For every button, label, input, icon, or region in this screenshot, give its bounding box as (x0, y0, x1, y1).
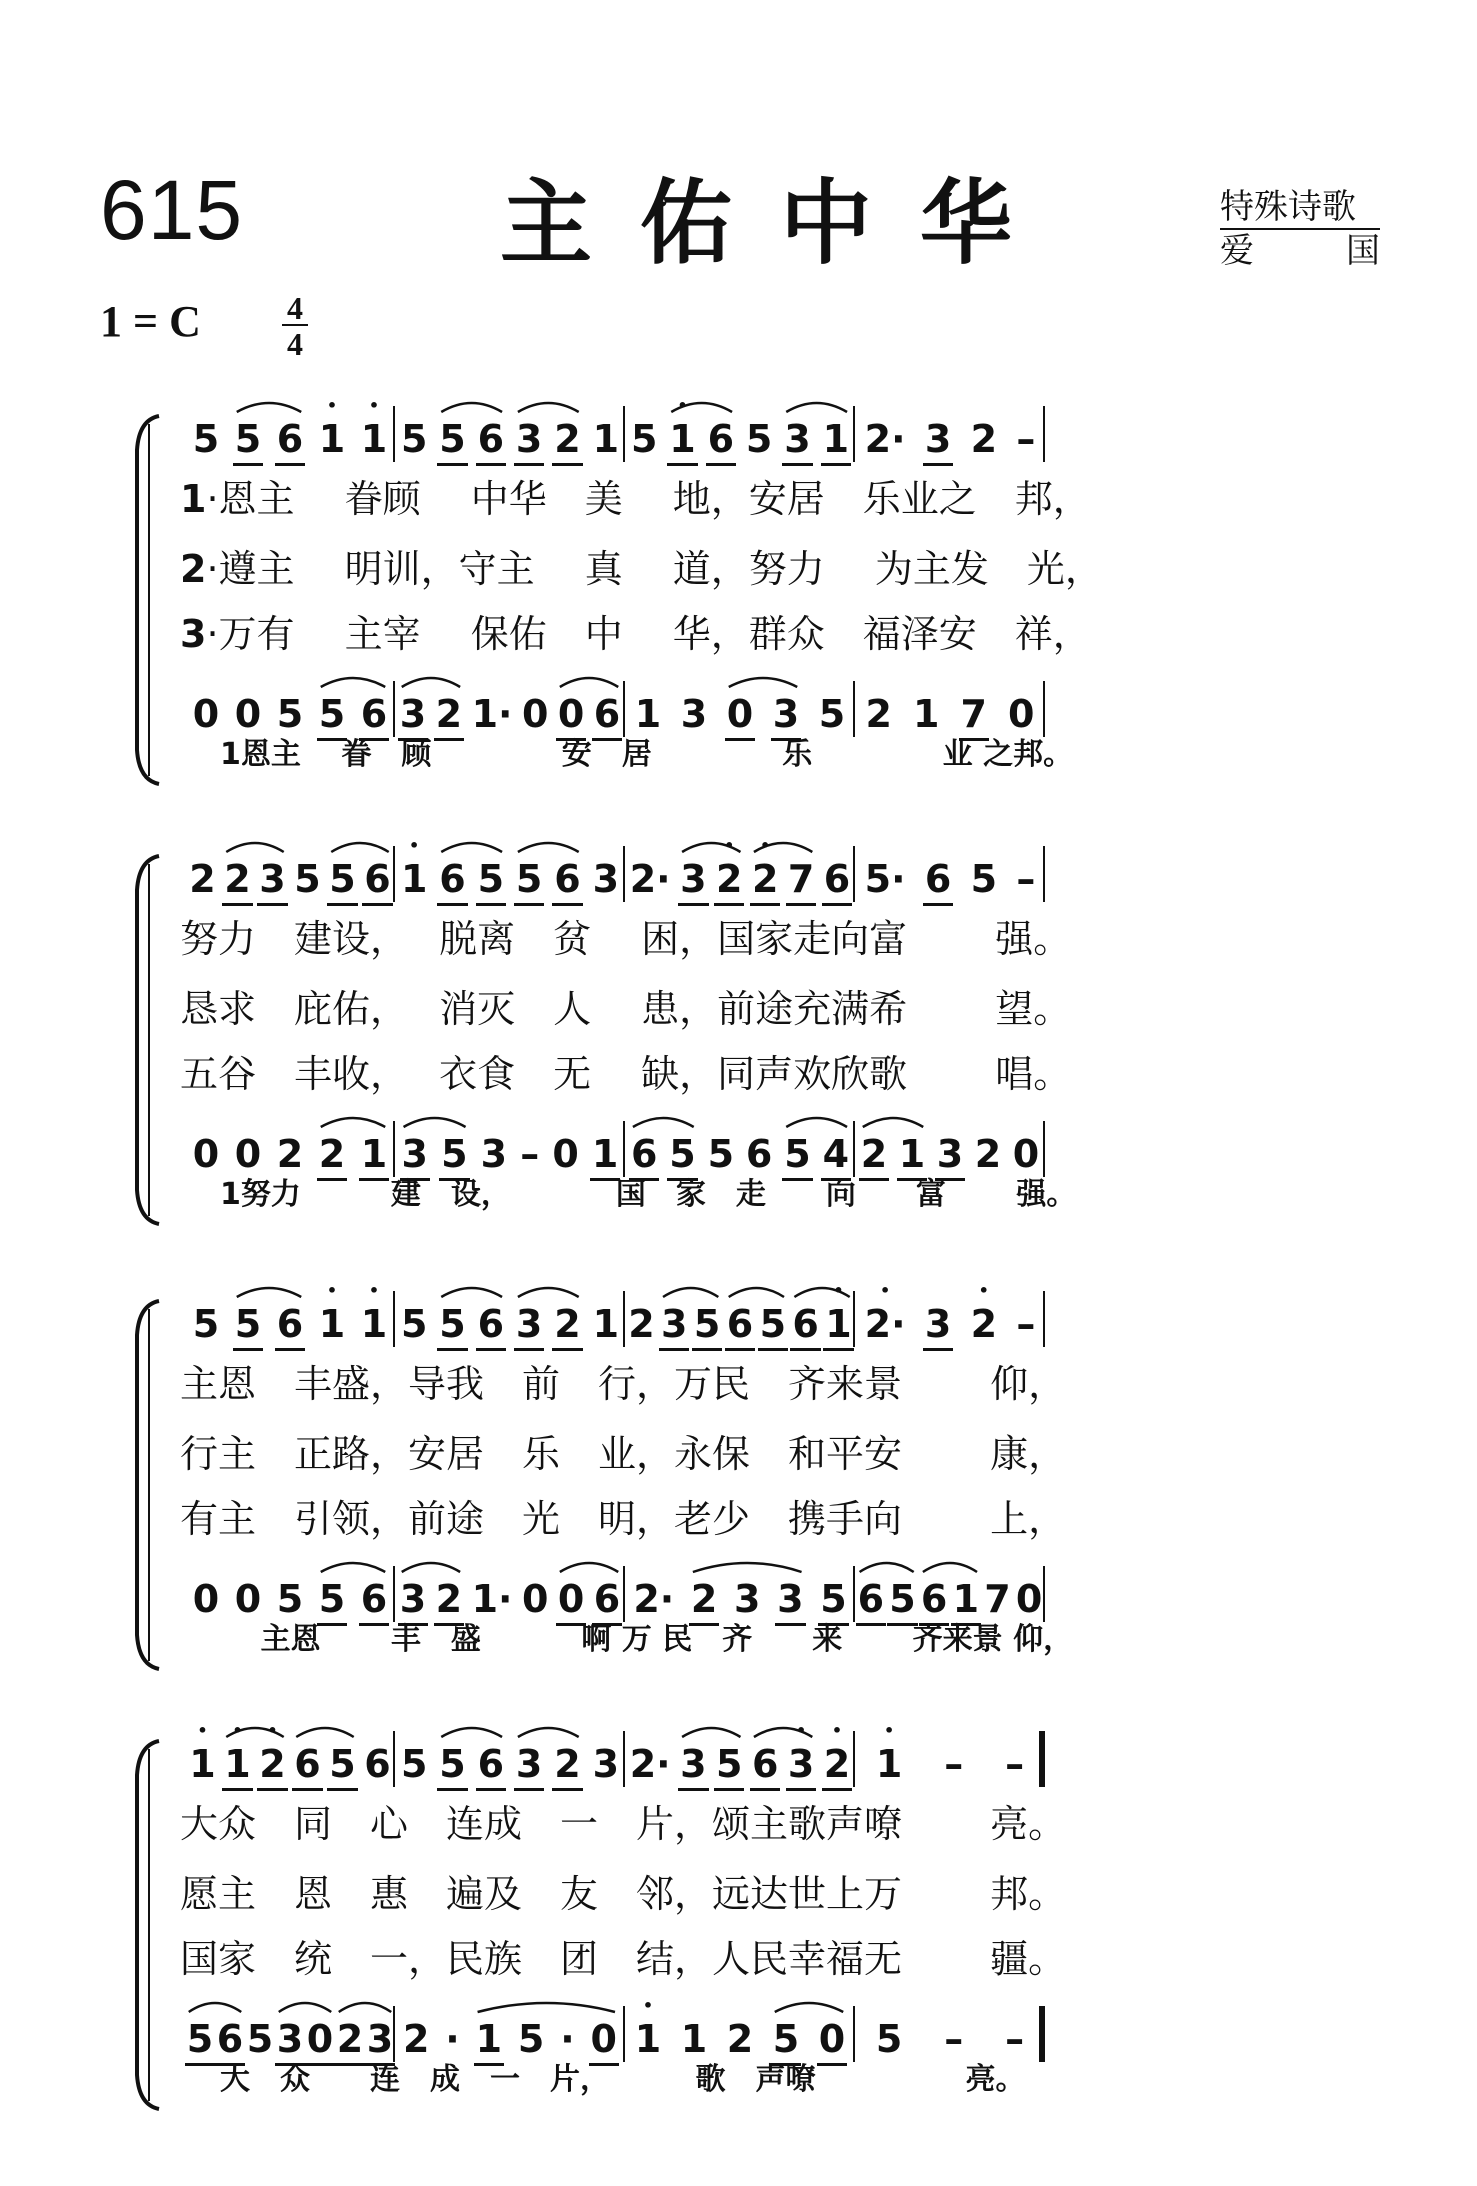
harmony-note: 3 (399, 692, 427, 736)
melody-note: 2 (554, 1302, 581, 1346)
verse-number: 1 (180, 477, 207, 521)
melody-note: 2 (554, 1742, 581, 1786)
harmony-note: 5 (875, 2017, 903, 2061)
melody-row (185, 1295, 1045, 1346)
harmony-note: 5 (246, 2017, 274, 2061)
lyric-text: 努力 建设， 脱离 贫 困，国家走向富 强。 (180, 917, 1072, 961)
melody-note: 3 (680, 1742, 707, 1786)
melody-measure (395, 850, 625, 901)
harmony-note: 5 (818, 692, 846, 736)
melody-note: 5 (192, 417, 220, 461)
harmony-note: 0 (726, 692, 754, 736)
melody-note: – (944, 1742, 964, 1786)
melody-note: 5 (439, 1302, 466, 1346)
harmony-note: 1 (680, 2017, 708, 2061)
melody-measure (395, 1295, 625, 1346)
harmony-note: 5 (669, 1132, 696, 1176)
lyric-line-verse-2 (180, 1432, 1067, 1476)
music-system (125, 1295, 1345, 1675)
time-signature-top: 4 (282, 292, 308, 326)
category-block (1220, 187, 1380, 271)
harmony-note: 2 (865, 692, 892, 736)
harmony-measure (625, 1570, 855, 1621)
melody-note: • 1 (361, 420, 387, 458)
lyric-line-verse-1 (180, 917, 1072, 961)
harmony-note: 0 (552, 1132, 579, 1176)
harmony-measure (185, 1125, 395, 1176)
harmony-row (185, 685, 1045, 736)
melody-note: 5 (515, 857, 543, 901)
melody-note: 5 (294, 857, 321, 901)
melody-note: • 1 (876, 1745, 902, 1783)
melody-note: 1 (592, 1302, 620, 1346)
melody-note: 5 (716, 1742, 743, 1786)
melody-note: • 1 (189, 1745, 215, 1783)
melody-note: 6 (294, 1742, 321, 1786)
melody-note: – (1016, 857, 1036, 901)
harmony-note: 3 (276, 2017, 304, 2061)
melody-note: – (1005, 1742, 1025, 1786)
melody-note: • 1 (319, 420, 345, 458)
harmony-note: · (560, 2017, 575, 2061)
melody-note: 6 (364, 1742, 391, 1786)
harmony-note: 6 (360, 692, 388, 736)
melody-note: 3 (592, 857, 620, 901)
harmony-note: 1 (952, 1577, 980, 1621)
melody-note: 6 (554, 857, 581, 901)
harmony-note: – (520, 1132, 540, 1176)
melody-note: 3 (924, 1302, 952, 1346)
harmony-note: 5 (276, 1577, 304, 1621)
harmony-note: 0 (1015, 1577, 1043, 1621)
harmony-note: – (944, 2017, 964, 2061)
harmony-note: 1 (634, 692, 662, 736)
harmony-note: 5 (441, 1132, 468, 1176)
harmony-note: 0 (1012, 1132, 1040, 1176)
harmony-note: 6 (360, 1577, 388, 1621)
lyric-text: ·遵主 明训，守主 真 道，努力 为主发 光， (206, 547, 1103, 591)
melody-note: 5 (693, 1302, 721, 1346)
lyric-line-verse-3 (180, 1937, 1067, 1981)
melody-measure (855, 1735, 1045, 1786)
melody-note: 1 (592, 417, 620, 461)
melody-note: • 1 (361, 1305, 387, 1343)
key-signature: 1 = C (100, 297, 201, 346)
melody-measure (855, 410, 1045, 461)
harmony-note: 7 (984, 1577, 1011, 1621)
harmony-note: 5 (318, 1577, 346, 1621)
melody-note: • 1 (825, 1305, 851, 1343)
melody-note: 3 (515, 1742, 543, 1786)
melody-note: 5 (400, 1742, 428, 1786)
harmony-note: 1 (360, 1132, 388, 1176)
harmony-note: 3 (680, 692, 708, 736)
harmony-note: 2 (402, 2017, 430, 2061)
melody-note: 1 (822, 417, 850, 461)
harmony-measure (855, 2010, 1045, 2061)
melody-note: • 2· (865, 1305, 906, 1343)
melody-note: 5· (864, 857, 906, 901)
harmony-note: 0 (192, 1577, 220, 1621)
melody-note: 6 (707, 417, 735, 461)
lyric-line-verse-2 (180, 987, 1072, 1031)
melody-measure (855, 1295, 1045, 1346)
harmony-measure (625, 685, 855, 736)
lyric-line-verse-3 (180, 612, 1091, 656)
harmony-note: 0 (234, 1577, 262, 1621)
harmony-measure (395, 685, 625, 736)
melody-note: • 3 (788, 1745, 814, 1783)
melody-note: • 1 (669, 420, 695, 458)
melody-row (185, 1735, 1045, 1786)
harmony-note: 3 (366, 2017, 394, 2061)
harmony-note: 5 (186, 2017, 214, 2061)
lyric-text: 主恩 丰盛，导我 前 行，万民 齐来景 仰， (180, 1362, 1067, 1406)
melody-note: 5 (759, 1302, 787, 1346)
harmony-measure (625, 1125, 855, 1176)
system-brace-icon (125, 1295, 165, 1675)
melody-measure (185, 850, 395, 901)
harmony-note: – (1005, 2017, 1025, 2061)
melody-note: 3 (592, 1742, 620, 1786)
harmony-note: 2 (318, 1132, 346, 1176)
barline (1043, 1121, 1045, 1177)
melody-note: 5 (745, 417, 773, 461)
melody-note: 6 (823, 857, 851, 901)
harmony-row (185, 2010, 1045, 2061)
harmony-note: 0 (590, 2017, 617, 2061)
subcategory-char: 爱 (1220, 230, 1254, 271)
melody-note: 2· (629, 1742, 671, 1786)
lyric-text: ·万有 主宰 保佑 中 华，群众 福泽安 祥， (206, 612, 1091, 656)
melody-measure (855, 850, 1045, 901)
harmony-note: 0 (234, 692, 262, 736)
time-signature (282, 290, 308, 360)
harmony-note: 6 (216, 2017, 244, 2061)
lyric-line-verse-1 (180, 1802, 1067, 1846)
melody-row (185, 410, 1045, 461)
melody-note: 6 (276, 1302, 304, 1346)
harmony-measure (625, 2010, 855, 2061)
melody-measure (395, 410, 625, 461)
barline (1043, 681, 1045, 737)
melody-measure (625, 1735, 855, 1786)
harmony-note: 0 (192, 1132, 220, 1176)
harmony-measure (855, 1125, 1045, 1176)
harmony-note: 6 (593, 692, 621, 736)
melody-measure (625, 1295, 855, 1346)
harmony-note: 6 (593, 1577, 621, 1621)
harmony-measure (185, 1570, 395, 1621)
harmony-note: 0 (1008, 692, 1035, 736)
harmony-note: 1 (591, 1132, 619, 1176)
harmony-note: 1· (471, 692, 513, 736)
barline (1039, 1731, 1045, 1787)
harmony-note: 2 (336, 2017, 364, 2061)
harmony-note: 6 (630, 1132, 658, 1176)
lyric-line-verse-1 (180, 477, 1091, 521)
melody-note: 5 (630, 417, 658, 461)
melody-note: • 2 (716, 860, 742, 898)
melody-note: 5 (970, 857, 998, 901)
melody-note: • 2 (752, 860, 778, 898)
harmony-lyric-line: 1恩主 眷 顾 安 居 乐 业 之邦。 (220, 737, 1074, 772)
harmony-note: 4 (822, 1132, 850, 1176)
lyric-text: 国家 统 一，民族 团 结，人民幸福无 疆。 (180, 1937, 1067, 1981)
slur-marks (125, 850, 1345, 1230)
lyric-text: 五谷 丰收， 衣食 无 缺，同声欢欣歌 唱。 (180, 1052, 1072, 1096)
melody-note: 5 (234, 417, 262, 461)
harmony-note: 6 (745, 1132, 773, 1176)
harmony-note: 1 (475, 2017, 503, 2061)
melody-note: 2 (224, 857, 251, 901)
system-brace-icon (125, 1735, 165, 2115)
melody-note: 6 (364, 857, 391, 901)
harmony-note: 0 (234, 1132, 262, 1176)
melody-note: 2· (629, 857, 671, 901)
music-system (125, 1735, 1345, 2115)
harmony-note: 5 (707, 1132, 735, 1176)
harmony-note: 1· (471, 1577, 513, 1621)
harmony-note: 3 (733, 1577, 761, 1621)
system-brace-icon (125, 850, 165, 1230)
harmony-note: 7 (960, 692, 987, 736)
harmony-lyric-line: 主恩 丰 盛 啊 万 民 齐 来 齐来景 仰， (220, 1622, 1074, 1657)
harmony-note: 3 (401, 1132, 428, 1176)
melody-note: 3 (515, 417, 543, 461)
melody-note: 5 (329, 857, 356, 901)
melody-note: 2· (864, 417, 906, 461)
harmony-measure (395, 1570, 625, 1621)
harmony-measure (185, 2010, 395, 2061)
harmony-note: 0 (521, 1577, 549, 1621)
harmony-measure (855, 685, 1045, 736)
melody-note: 6 (751, 1742, 779, 1786)
harmony-row (185, 1125, 1045, 1176)
melody-note: • 2 (824, 1745, 850, 1783)
melody-row (185, 850, 1045, 901)
page-title: 主佑中华 (500, 170, 1061, 277)
melody-note: 6 (477, 417, 505, 461)
melody-note: 3 (515, 1302, 543, 1346)
melody-measure (625, 850, 855, 901)
melody-note: 3 (259, 857, 286, 901)
barline (1039, 2006, 1045, 2062)
melody-measure (395, 1735, 625, 1786)
hymn-number: 615 (100, 163, 244, 257)
melody-note: 5 (439, 417, 466, 461)
music-system (125, 410, 1345, 790)
harmony-note: 0 (192, 692, 220, 736)
harmony-note: · (445, 2017, 460, 2061)
harmony-note: 1 (898, 1132, 926, 1176)
harmony-note: 3 (399, 1577, 427, 1621)
category: 特殊诗歌 (1220, 190, 1380, 230)
lyric-text: 有主 引领，前途 光 明，老少 携手向 上， (180, 1497, 1067, 1541)
harmony-note: 2 (690, 1577, 718, 1621)
melody-note: 5 (439, 1742, 466, 1786)
lyric-text: 愿主 恩 惠 遍及 友 邻，远达世上万 邦。 (180, 1872, 1067, 1916)
melody-note: 6 (792, 1302, 819, 1346)
harmony-measure (855, 1570, 1045, 1621)
system-brace-icon (125, 410, 165, 790)
lyric-line-verse-2 (180, 1872, 1067, 1916)
harmony-note: 2 (276, 1132, 304, 1176)
melody-note: 5 (400, 417, 428, 461)
harmony-note: 6 (857, 1577, 885, 1621)
harmony-measure (395, 2010, 625, 2061)
melody-note: • 1 (319, 1305, 345, 1343)
harmony-note: 2 (435, 1577, 463, 1621)
harmony-note: 1 (913, 692, 940, 736)
harmony-note: 0 (818, 2017, 846, 2061)
harmony-note: 3 (936, 1132, 964, 1176)
melody-note: 6 (477, 1302, 505, 1346)
melody-note: 2 (628, 1302, 655, 1346)
melody-measure (185, 410, 395, 461)
lyric-line-verse-3 (180, 1497, 1067, 1541)
barline (1043, 1566, 1045, 1622)
harmony-lyric-line: 1努力 建 设， 国 家 走 向 富 强。 (220, 1177, 1077, 1212)
harmony-note: 5 (784, 1132, 811, 1176)
melody-measure (185, 1295, 395, 1346)
melody-note: 2 (189, 857, 216, 901)
melody-note: 5 (234, 1302, 262, 1346)
harmony-note: 0 (306, 2017, 334, 2061)
harmony-note: 5 (820, 1577, 847, 1621)
harmony-row (185, 1570, 1045, 1621)
melody-note: 6 (726, 1302, 754, 1346)
melody-note: 5 (400, 1302, 428, 1346)
lyric-text: 恳求 庇佑， 消灭 人 患，前途充满希 望。 (180, 987, 1072, 1031)
verse-number: 3 (180, 612, 207, 656)
melody-note: 3 (924, 417, 952, 461)
harmony-note: 2 (860, 1132, 888, 1176)
melody-note: – (1016, 417, 1036, 461)
lyric-text: 大众 同 心 连成 一 片，颂主歌声嘹 亮。 (180, 1802, 1067, 1846)
melody-note: 5 (477, 857, 505, 901)
melody-note: 5 (192, 1302, 220, 1346)
melody-note: 6 (276, 417, 304, 461)
melody-note: 6 (477, 1742, 505, 1786)
melody-note: 5 (329, 1742, 356, 1786)
melody-note: • 2 (259, 1745, 285, 1783)
melody-note: 6 (439, 857, 466, 901)
harmony-note: 5 (318, 692, 346, 736)
melody-note: • 2 (971, 1305, 997, 1343)
melody-note: 3 (680, 857, 707, 901)
harmony-note: 5 (889, 1577, 916, 1621)
subcategory (1220, 230, 1380, 271)
harmony-measure (185, 685, 395, 736)
harmony-note: 5 (276, 692, 304, 736)
harmony-note: • 1 (635, 2020, 661, 2058)
harmony-note: 5 (517, 2017, 545, 2061)
lyric-line-verse-2 (180, 547, 1103, 591)
subcategory-char: 国 (1346, 230, 1380, 271)
lyric-text: 行主 正路，安居 乐 业，永保 和平安 康， (180, 1432, 1067, 1476)
harmony-note: 3 (772, 692, 800, 736)
melody-note: 3 (784, 417, 811, 461)
harmony-note: 2 (726, 2017, 754, 2061)
harmony-note: 3 (480, 1132, 508, 1176)
barline (1043, 406, 1045, 462)
lyric-text: ·恩主 眷顾 中华 美 地，安居 乐业之 邦， (206, 477, 1091, 521)
harmony-note: 0 (521, 692, 549, 736)
music-system (125, 850, 1345, 1230)
melody-note: 7 (787, 857, 815, 901)
melody-note: 3 (661, 1302, 688, 1346)
melody-note: • 1 (224, 1745, 250, 1783)
barline (1043, 1291, 1045, 1347)
barline (1043, 846, 1045, 902)
harmony-note: 2 (974, 1132, 1002, 1176)
harmony-note: 2· (633, 1577, 675, 1621)
melody-note: • 1 (401, 860, 427, 898)
melody-measure (625, 410, 855, 461)
harmony-note: 5 (772, 2017, 800, 2061)
melody-measure (185, 1735, 395, 1786)
harmony-note: 3 (777, 1577, 804, 1621)
verse-number: 2 (180, 547, 207, 591)
harmony-lyric-line: 大 众 连 成 一 片， 歌 声嘹 亮。 (220, 2062, 1026, 2097)
lyric-line-verse-1 (180, 1362, 1067, 1406)
melody-note: 2 (554, 417, 581, 461)
lyric-line-verse-3 (180, 1052, 1072, 1096)
harmony-note: 2 (435, 692, 463, 736)
harmony-measure (395, 1125, 625, 1176)
harmony-note: 0 (557, 1577, 585, 1621)
harmony-note: 6 (920, 1577, 948, 1621)
time-signature-bottom: 4 (287, 326, 303, 362)
melody-note: 2 (970, 417, 998, 461)
melody-note: – (1016, 1302, 1036, 1346)
melody-note: 6 (924, 857, 952, 901)
harmony-note: 0 (557, 692, 585, 736)
